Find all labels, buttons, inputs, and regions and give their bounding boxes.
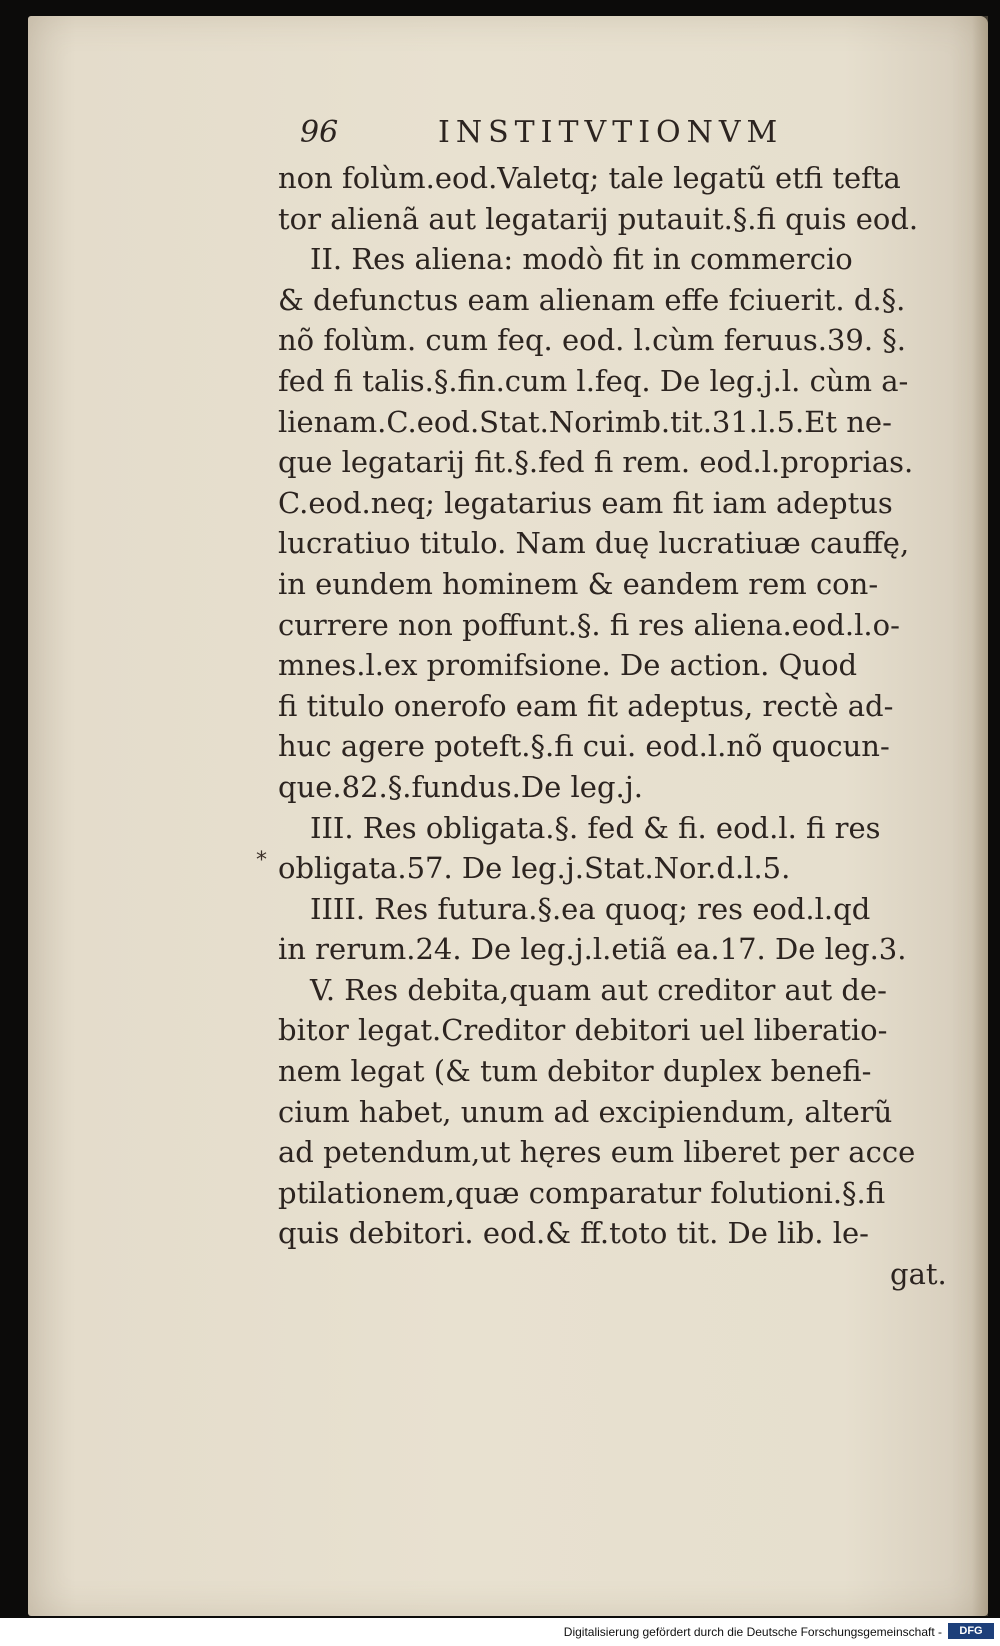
text-line: III. Res obligata.§. fed & fi. eod.l. fi res xyxy=(310,810,881,845)
text-block xyxy=(278,108,978,1295)
page-number: 96 xyxy=(300,115,339,150)
text-line: ptilationem,quæ comparatur folutioni.§.fi xyxy=(278,1175,886,1210)
text-line: non folùm.eod.Valetq; tale legatũ etfi tefta xyxy=(278,161,901,195)
text-line: lienam.C.eod.Stat.Norimb.tit.31.l.5.Et ne- xyxy=(278,404,892,439)
text-line: nõ folùm. cum feq. eod. l.cùm feruus.39. §. xyxy=(278,323,906,358)
text-line: quis debitori. eod.& ff.toto tit. De lib. le- xyxy=(278,1216,869,1251)
text-line: fed fi talis.§.fin.cum l.feq. De leg.j.l. cùm a- xyxy=(278,363,909,398)
text-line: fi titulo onerofo eam fit adeptus, rectè ad- xyxy=(278,688,894,723)
text-line: & defunctus eam alienam effe fciuerit. d.§. xyxy=(278,282,906,317)
text-line: que legatarij fit.§.fed fi rem. eod.l.proprias. xyxy=(278,445,914,480)
text-line: nem legat (& tum debitor duplex benefi- xyxy=(278,1054,872,1089)
text-line: cium habet, unum ad excipiendum, alterũ xyxy=(278,1094,893,1129)
text-line: IIII. Res futura.§.ea quoq; res eod.l.qd xyxy=(310,891,871,926)
text-line: obligata.57. De leg.j.Stat.Nor.d.l.5. xyxy=(278,851,791,886)
digitization-footer xyxy=(0,1618,1000,1646)
text-line: currere non poffunt.§. fi res aliena.eod.l.o- xyxy=(278,607,900,642)
dfg-logo: DFG xyxy=(948,1623,994,1639)
text-line: C.eod.neq; legatarius eam fit iam adeptus xyxy=(278,485,893,520)
catchword: gat. xyxy=(890,1257,947,1292)
text-line: II. Res aliena: modò fit in commercio xyxy=(310,242,853,277)
text-line: lucratiuo titulo. Nam duę lucratiuæ cauffę, xyxy=(278,526,910,561)
text-line: tor alienã aut legatarij putauit.§.fi quis eod. xyxy=(278,201,919,236)
text-line: ad petendum,ut hęres eum liberet per acce xyxy=(278,1135,916,1170)
text-line: in rerum.24. De leg.j.l.etiã ea.17. De leg.3. xyxy=(278,932,907,967)
text-line: huc agere poteft.§.fi cui. eod.l.nõ quocun- xyxy=(278,729,890,764)
book-page xyxy=(28,16,988,1616)
text-line: mnes.l.ex promifsione. De action. Quod xyxy=(278,648,858,683)
funding-credit: Digitalisierung gefördert durch die Deutsche Forschungsgemeinschaft - xyxy=(563,1625,942,1639)
text-line: que.82.§.fundus.De leg.j. xyxy=(278,769,643,804)
text-line: V. Res debita,quam aut creditor aut de- xyxy=(310,972,887,1007)
running-title: INSTITVTIONVM xyxy=(438,115,784,150)
margin-asterisk: * xyxy=(256,848,267,873)
text-line: in eundem hominem & eandem rem con- xyxy=(278,566,879,601)
running-head xyxy=(278,108,918,158)
text-line: bitor legat.Creditor debitori uel liberatio- xyxy=(278,1013,888,1048)
